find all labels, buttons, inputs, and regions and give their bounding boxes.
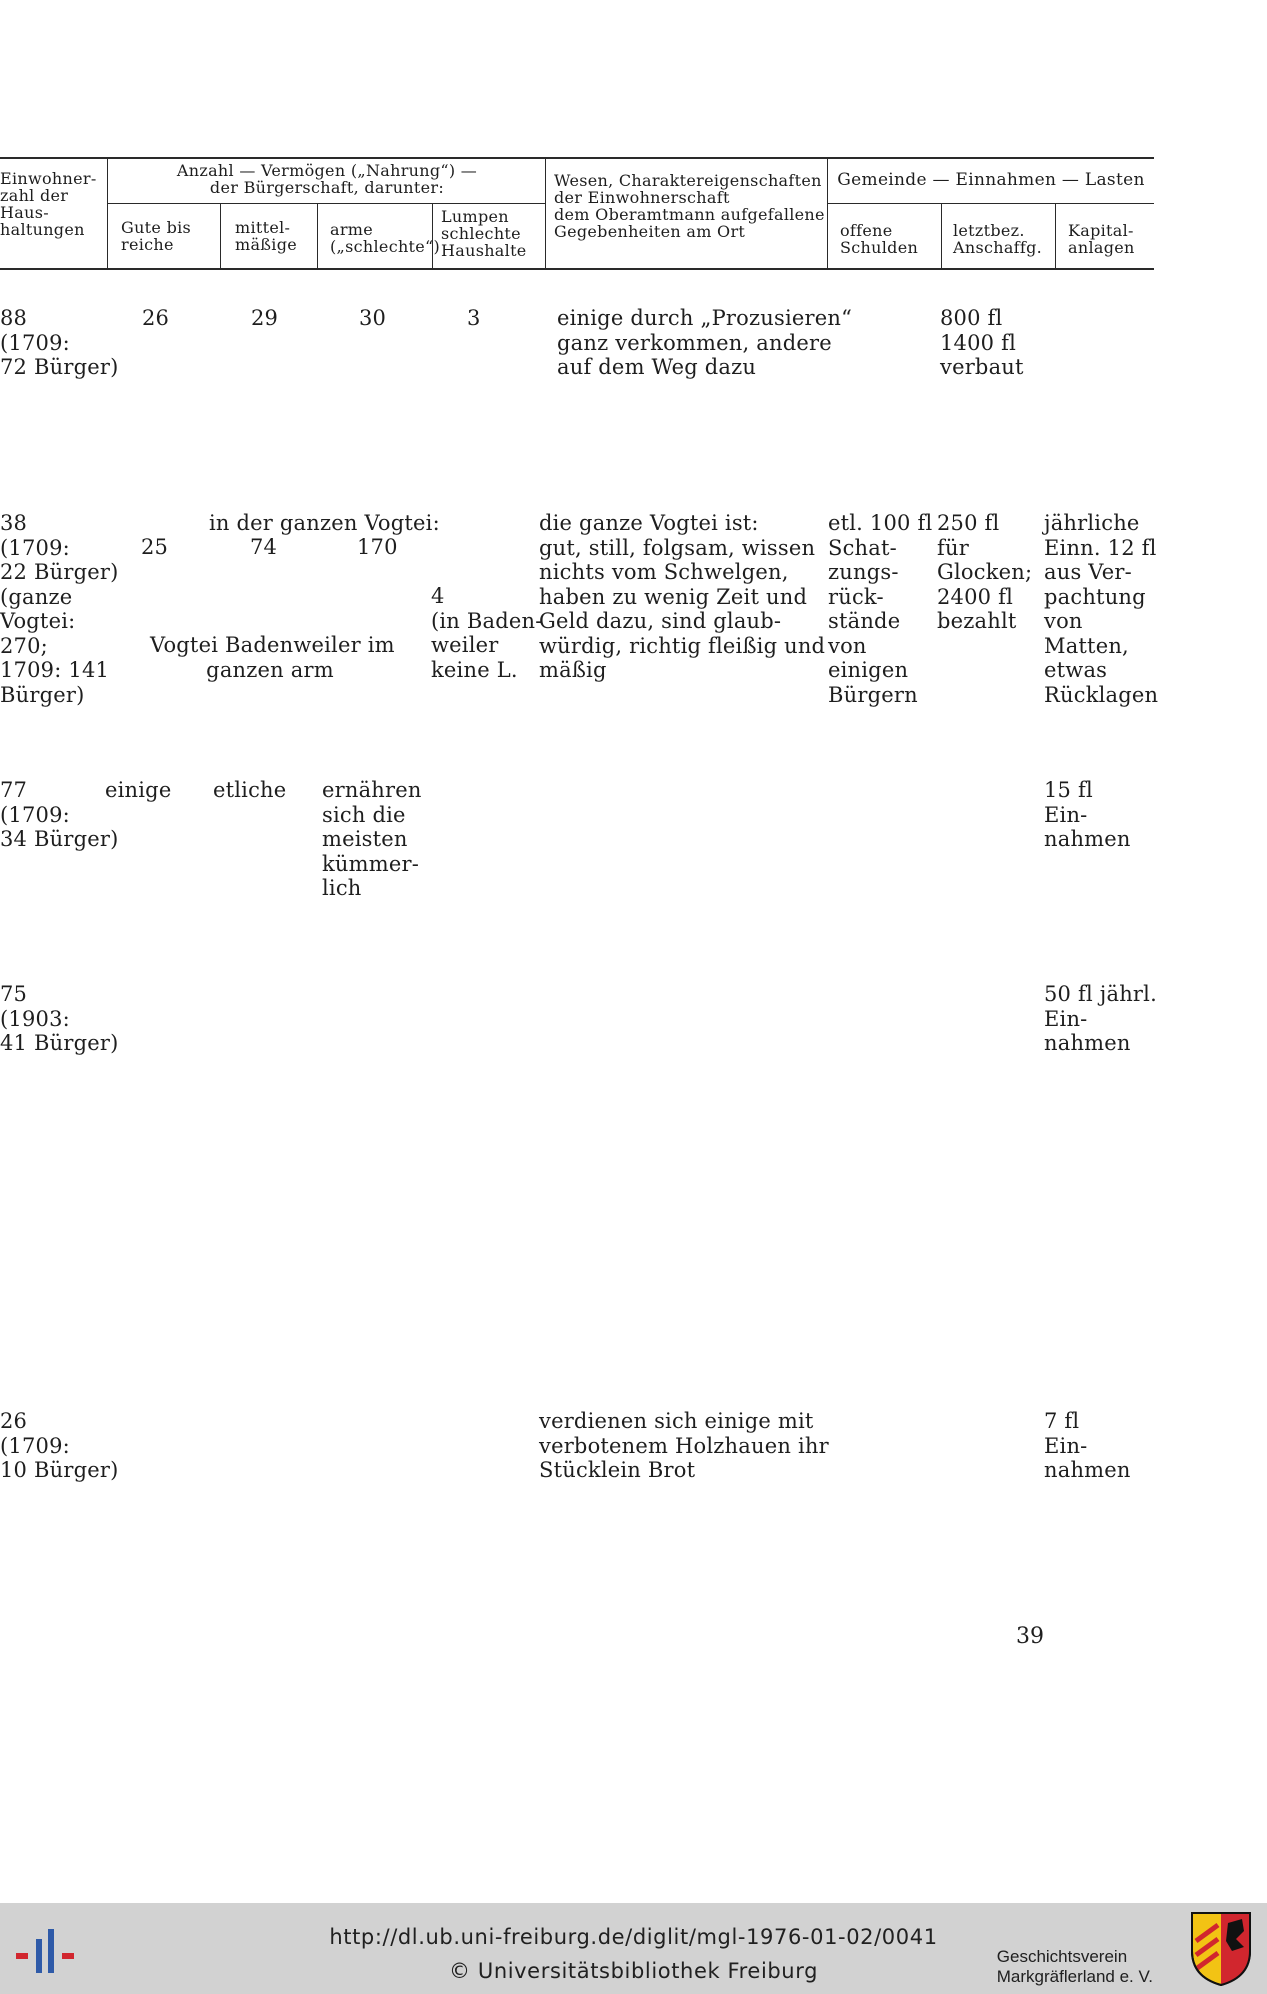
subheader-rule-left [108,203,546,204]
column-divider [941,204,942,268]
row2-wesen: die ganze Vogtei ist: gut, still, folgsam, wissen nichts vom Schwelgen, haben zu wenig Zeit und Geld dazu, sind glaub- würdig, richtig fleißig und mäßig [539,511,826,682]
row2-letzt: 250 fl für Glocken; 2400 fl bezahlt [937,511,1033,633]
column-divider [317,204,318,268]
table-top-rule [0,157,1154,159]
row3-gute: einige [105,778,172,802]
row5-wesen: verdienen sich einige mit verbotenem Holzhauen ihr Stücklein Brot [539,1409,829,1482]
row2-lumpen: 4 (in Baden- weiler keine L. [431,584,543,682]
footer-url-link[interactable]: http://dl.ub.uni-freiburg.de/diglit/mgl-1976-01-02/0041 [329,1925,938,1949]
row1-arme: 30 [359,306,387,330]
row4-kapital: 50 fl jährl. Ein- nahmen [1044,982,1157,1055]
header-bottom-rule [0,268,1154,270]
row5-kapital: 7 fl Ein- nahmen [1044,1409,1131,1482]
row1-mittel: 29 [251,306,279,330]
row2-arme: 170 [357,535,398,559]
row2-einwohner: 38 (1709: 22 Bürger) (ganze Vogtei: 270; 1709: 141 Bürger) [0,511,119,707]
row1-gute: 26 [142,306,170,330]
row1-wesen: einige durch „Prozusieren“ ganz verkommen, andere auf dem Weg dazu [557,306,853,379]
row1-lumpen: 3 [467,306,481,330]
row1-letzt: 800 fl 1400 fl verbaut [940,306,1024,379]
header-kapitalanlagen: Kapital- anlagen [1068,221,1135,257]
header-anzahl-group: Anzahl — Vermögen („Nahrung“) — der Bürgerschaft, darunter: [176,161,478,197]
coat-of-arms-icon [1190,1911,1252,1987]
header-gemeinde-group: Gemeinde — Einnahmen — Lasten [837,170,1145,190]
column-divider [220,204,221,268]
row5-einwohner: 26 (1709: 10 Bürger) [0,1409,119,1482]
header-arme: arme („schlechte“) [330,220,441,256]
row3-mittel: etliche [213,778,287,802]
society-name: Geschichtsverein Markgräflerland e. V. [996,1947,1153,1986]
header-letztbez-anschaffg: letztbez. Anschaffg. [953,221,1043,257]
row1-einwohner: 88 (1709: 72 Bürger) [0,306,119,379]
row2-kapital: jährliche Einn. 12 fl aus Ver- pachtung von Matten, etwas Rücklagen [1044,511,1159,707]
subheader-rule-right [827,203,1154,204]
row2-offene: etl. 100 fl Schat- zungs- rück- stände von einigen Bürgern [828,511,933,707]
row3-arme: ernähren sich die meisten kümmer- lich [322,778,422,900]
footer-bar [0,1903,1267,1994]
header-gute-bis-reiche: Gute bis reiche [121,218,192,254]
header-offene-schulden: offene Schulden [840,221,919,257]
header-wesen: Wesen, Charaktereigenschaften der Einwohnerschaft dem Oberamtmann aufgefallene Gegebenheiten am Ort [554,171,825,241]
row3-einwohner: 77 (1709: 34 Bürger) [0,778,119,851]
column-divider [1055,204,1056,268]
row3-kapital: 15 fl Ein- nahmen [1044,778,1131,851]
row2-vogtei-note: Vogtei Badenweiler im ganzen arm [150,633,395,682]
row2-gute: 25 [141,535,169,559]
row4-einwohner: 75 (1903: 41 Bürger) [0,982,119,1055]
row2-vogtei-heading: in der ganzen Vogtei: [209,511,440,535]
page-number: 39 [1016,1624,1044,1649]
header-einwohner: Einwohner- zahl der Haus- haltungen [0,169,97,239]
header-mittelmaessige: mittel- mäßige [235,218,298,254]
header-lumpen: Lumpen schlechte Haushalte [441,207,527,260]
footer-copyright: © Universitätsbibliothek Freiburg [448,1959,819,1983]
row2-mittel: 74 [250,535,278,559]
